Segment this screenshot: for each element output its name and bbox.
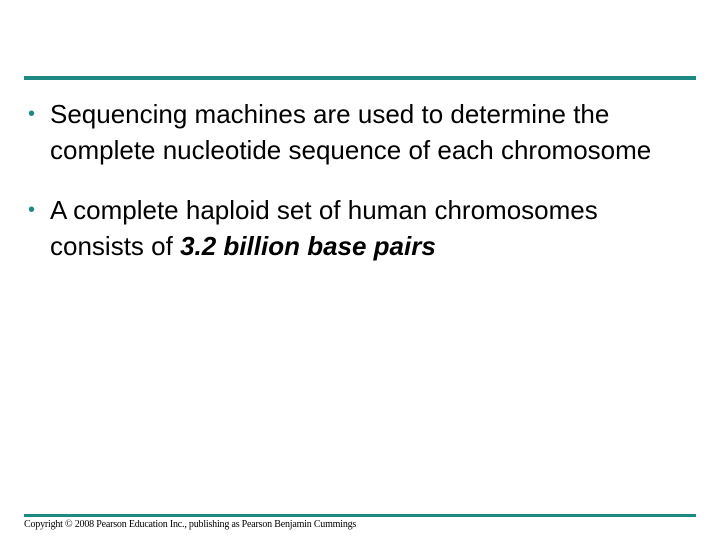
bullet-text: A complete haploid set of human chromosomes consists of (50, 195, 598, 261)
bullet-dot-icon: • (28, 199, 36, 221)
bullet-list (28, 96, 688, 288)
copyright-footer: Copyright © 2008 Pearson Education Inc., publishing as Pearson Benjamin Cummings (24, 519, 357, 530)
bullet-text: Sequencing machines are used to determine the complete nucleotide sequence of each chromosome (50, 99, 652, 165)
header-divider (24, 76, 696, 80)
footer-divider (24, 514, 696, 517)
bullet-item-sequencing (28, 96, 688, 168)
bullet-dot-icon: • (28, 103, 36, 125)
bullet-emphasis: 3.2 billion base pairs (180, 231, 436, 261)
bullet-item-haploid-set (28, 192, 688, 264)
